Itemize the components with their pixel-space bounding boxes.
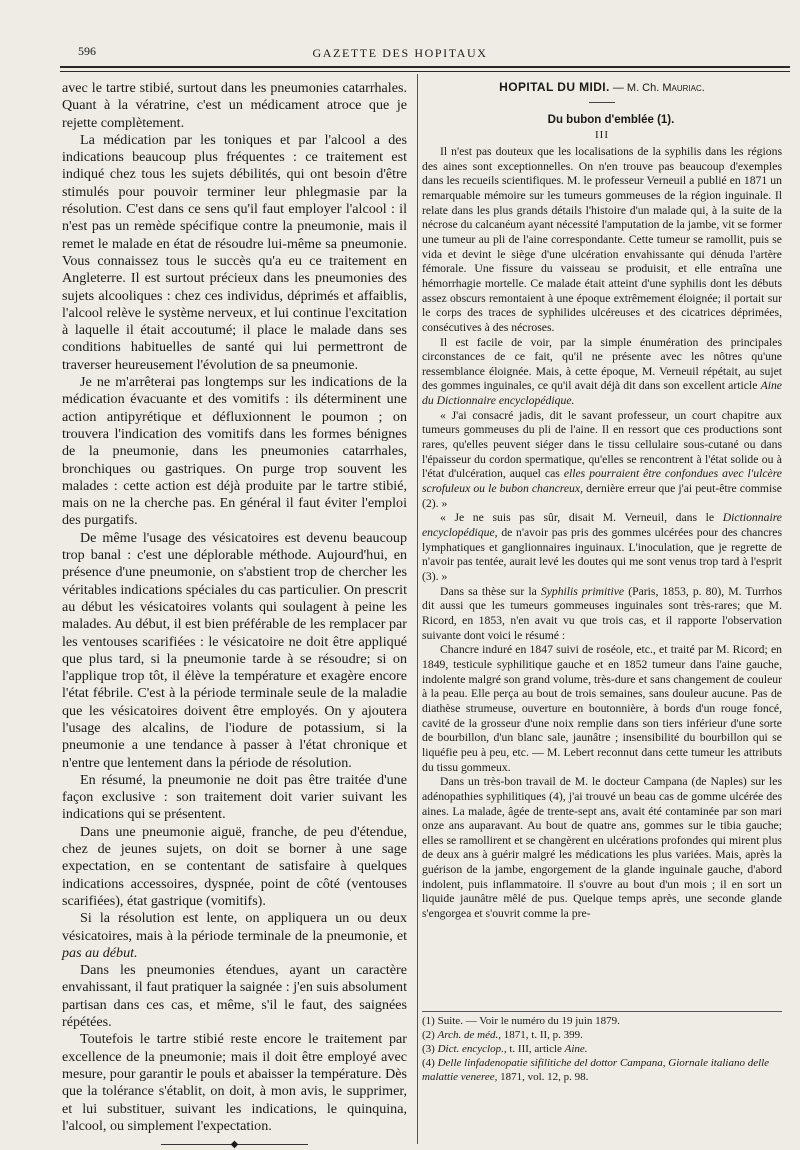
physician-prefix: M. Ch. (626, 82, 660, 94)
paragraph: Dans une pneumonie aiguë, franche, de peu d'étendue, chez de jeunes sujets, on doit se borner à une sage expectation, en se contentant de satisfaire à quelques indications accessoires, dyspnée, point de côté (ventouses scarifiées), état gastrique (vomitifs). (62, 823, 407, 909)
paragraph: Toutefois le tartre stibié reste encore le traitement par excellence de la pneumonie; mais il doit être employé avec mesure, pour garantir le pouls et abaisser la température. Dès que la tolérance s'établit, on doit, à mon avis, le supprimer, et lui substituer, suivant les indications, le quinquina, l'alcool, ou simplement l'expectation. (62, 1031, 407, 1134)
hospital-heading (422, 80, 782, 96)
paragraph-text: « J'ai consacré jadis, dit le savant professeur, un court chapitre aux tumeurs gommeuses du pli de l'aine. Il en ressort que ces productions sont rares, qu'elles peuvent siéger dans le tissu cellulaire sous-cutané ou dans l'épaisseur du cordon spermatique, qu'elles se rencontrent à l'état solide ou à l'état d'ulcération, auquel cas (422, 408, 782, 481)
paragraph (422, 511, 782, 584)
end-ornament-glyph: ◆ (230, 1139, 239, 1150)
italic-phrase: elles pourraient être confondues avec l'ulcère scrofuleux ou le bubon chancreux, (422, 467, 782, 496)
hospital-dash: — (612, 82, 624, 94)
paragraph-text: de n'avoir pas pris des gommes ulcérées pour des chancres lymphatiques et ganglionnaires inguinaux. L'inoculation, que je regrette de n'avoir pas tentée, aurait levé les doutes qui me sont venus trop tard à l'esprit (3). » (422, 526, 783, 583)
paragraph: Je ne m'arrêterai pas longtemps sur les indications de la médication évacuante et des vomitifs : ils déterminent une action antipyrétique et défluxionnent le poumon ; on trouvera l'indication des vomitifs dans les formes bénignes de la pneumonie, dans les pneumonies catarrhales, bronchiques ou gastriques. On purge trop souvent les malades : cette action est déjà produite par le tartre stibié, mais on ne la cherche pas. En général il faut éviter l'emploi des purgatifs. (62, 374, 407, 529)
footnote-number: (2) (422, 1029, 435, 1041)
italic-phrase: Aine du Dictionnaire encyclopédique. (422, 379, 782, 408)
paragraph: Dans un très-bon travail de M. le docteur Campana (de Naples) sur les adénopathies syphilitiques (4), j'ai trouvé un beau cas de gomme ulcérée des aines. La malade, âgée de trente-sept ans, avait été contaminée par son mari onze ans auparavant. Au bout de quatre ans, gommes sur le tibia gauche; elles se ramollirent et se changèrent en ulcérations profondes qui mirent plus de deux ans à guérir malgré les médications les plus variées. Mais, après la guérison de la jambe, engorgement de la glande inguinale gauche, d'abord indolent, puis inflammatoire. Il s'ouvre au bout d'un mois ; il en sort un liquide jaunâtre mêlé de pus. Quelque temps après, une seconde glande s'engorgea et s'ouvrit comme la pre- (422, 775, 782, 921)
paragraph-text: dernière erreur que j'ai peut-être commise (2). » (422, 482, 782, 510)
paragraph: En résumé, la pneumonie ne doit pas être traitée d'une façon exclusive : son traitement doit varier suivant les indications qui se présentent. (62, 771, 407, 823)
running-title: GAZETTE DES HOPITAUX (312, 46, 488, 60)
paragraph: avec le tartre stibié, surtout dans les pneumonies catarrhales. Quant à la vératrine, c'est un médicament atroce que je rejette complètement. (62, 80, 407, 131)
footnote-4 (422, 1056, 782, 1084)
section-number: III (595, 129, 609, 142)
paragraph: De même l'usage des vésicatoires est devenu beaucoup trop banal : c'est une déplorable méthode. Aujourd'hui, en présence d'une pneumonie, on s'abstient trop de chercher les véritables indications spéciales du cas particulier. On prescrit au début les vésicatoires volants qui soulagent à peine les malades. Au début, il est bien préférable de les remplacer par les ventouses scarifiées : le vésicatoire ne doit être appliqué que plus tard, si la pneumonie tarde à se résoudre; si on l'applique trop tôt, il élève la température et exagère encore l'état fébrile. C'est à la période terminale seule de la maladie que les vésicatoires doivent être employés. On y ajoutera l'usage des alcalins, de l'iodure de potassium, si la pneumonie a une tendance à passer à l'état chronique et n'entre que lentement dans la période de résolution. (62, 529, 407, 771)
footnote-italic: Aine. (564, 1043, 588, 1055)
italic-phrase: Dictionnaire encyclopédique, (422, 511, 782, 540)
paragraph-text: Dans sa thèse sur la (440, 584, 537, 598)
left-column (62, 80, 407, 1150)
footnote-number: (4) (422, 1057, 435, 1069)
paragraph-text: Il est facile de voir, par la simple énumération des principales circonstances de ce fait, qu'il ne présente avec les nôtres qu'une ressemblance éloignée. Mais, à cette époque, M. Verneuil répétait, au sujet des gommes inguinales, ce qu'il avait déjà dit dans son excellent article (422, 335, 782, 393)
footnote-number: (3) (422, 1043, 435, 1055)
paragraph: Il n'est pas douteux que les localisations de la syphilis dans les régions des aines sont exceptionnelles. On n'en trouve pas beaucoup d'exemples dans les recueils scientifiques. M. le professeur Verneuil a publié en 1871 un remarquable mémoire sur les tumeurs gommeuses de la région inguinale. Il relate dans les plus grands détails l'histoire d'un malade qui, à la suite de la nécrose du calcanéum ayant nécessité l'amputation de la jambe, vit se former une tumeur au pli de l'aine correspondante. Cette tumeur se ramollit, puis se vida et devint le siège d'une ulcération envahissante qui dénuda l'artère fémorale. Une fissure du vaisseau se produisit, et elle entraîna une hémorrhagie mortelle. Ce malade était atteint d'une syphilis dont les débuts assez obscurs remontaient à une époque extrêmement éloignée; il portait sur le corps des traces de syphilides ulcéreuses et des cicatrices déprimées, consécutives à des nécroses. (422, 144, 782, 334)
column-divider (417, 74, 418, 1144)
footnote-1: (1) Suite. — Voir le numéro du 19 juin 1879. (422, 1015, 620, 1027)
heading-rule (589, 102, 615, 103)
paragraph (422, 585, 782, 644)
footnote-text: 1871, vol. 12, p. 98. (500, 1071, 589, 1083)
physician-name: Mauriac. (662, 82, 705, 94)
right-column (422, 80, 782, 922)
footnote-text: 1871, t. II, p. 399. (503, 1029, 583, 1041)
italic-phrase: pas au début. (62, 944, 138, 961)
paragraph: La médication par les toniques et par l'alcool a des indications beaucoup plus fréquentes : ce traitement est indiqué chez tous les sujets débilités, qui ont besoin d'être stimulés pour pouvoir terminer leur phlegmasie par la résolution. C'est dans ce sens qu'il faut employer l'alcool : il n'est pas un remède spécifique contre la pneumonie, mais il remet le malade en état de résoudre lui-même sa pneumonie. Vous connaissez tous le succès qu'a eu ce traitement en Angleterre. Il est surtout précieux dans les pneumonies des sujets alcooliques : chez ces individus, déprimés et affaiblis, l'alcool relève le système nerveux, et lui continue l'excitation à laquelle il était accoutumé; il place le malade dans ses conditions habituelles de santé qui lui permettront de traverser heureusement l'évolution de sa pneumonie. (62, 131, 407, 373)
page-number: 596 (78, 44, 96, 58)
hospital-name: HOPITAL DU MIDI. (499, 80, 610, 94)
footnote-italic: Dict. encyclop., (437, 1043, 507, 1055)
paragraph (422, 336, 782, 409)
footnote-2 (422, 1028, 782, 1042)
footnotes (422, 1011, 782, 1084)
paragraph: Chancre induré en 1847 suivi de roséole, etc., et traité par M. Ricord; en 1849, testicule syphilitique gauche et en 1852 tumeur dans l'aine gauche, indolente malgré son grand volume, très-dure et sans changement de couleur à la peau. Elle perça au bout de trois semaines, sans douleur aucune. Pas de diathèse strumeuse, ouverture en boutonnière, à bords d'un rouge foncé, cavité de la grosseur d'une noix remplie dans son tiers inférieur d'une sorte de bourbillon, d'un blanc sale, jaunâtre ; insensibilité du bourbillon qui se liquéfie peu à peu, etc. — M. Lebert reconnut dans cette tumeur les attributs du tissu gommeux. (422, 643, 782, 774)
paragraph (62, 910, 407, 962)
footnote-rule (422, 1011, 782, 1012)
footnote-italic: Arch. de méd., (437, 1029, 502, 1041)
footnote-italic: Delle linfadenopatie sifilitiche del dottor Campana, Giornale italiano delle malattie veneree, (422, 1057, 770, 1083)
article-title: Du bubon d'emblée (1). (547, 113, 675, 126)
paragraph-text: « Je ne suis pas sûr, disait M. Verneuil, dans le (440, 511, 715, 525)
paragraph (422, 409, 782, 512)
footnote-3 (422, 1042, 782, 1056)
paragraph-text: Si la résolution est lente, on appliquera un ou deux vésicatoires, mais à la période terminale de la pneumonie, et (62, 910, 407, 944)
header-rule (60, 66, 790, 72)
footnote-text: t. III, article (509, 1043, 562, 1055)
end-ornament (62, 1140, 407, 1150)
italic-phrase: Syphilis primitive (540, 584, 625, 598)
paragraph: Dans les pneumonies étendues, ayant un caractère envahissant, il faut pratiquer la saignée : j'en suis absolument partisan dans ces cas, et même, s'il le faut, des saignées répétées. (62, 962, 407, 1031)
paragraph-text: (Paris, 1853, p. 80), M. Turrhos dit aussi que les tumeurs gommeuses inguinales sont très-rares; que M. Ricord, en 1853, n'en avait vu que trois cas, et il rapporte l'observation suivante dont voici le résumé : (422, 584, 782, 642)
